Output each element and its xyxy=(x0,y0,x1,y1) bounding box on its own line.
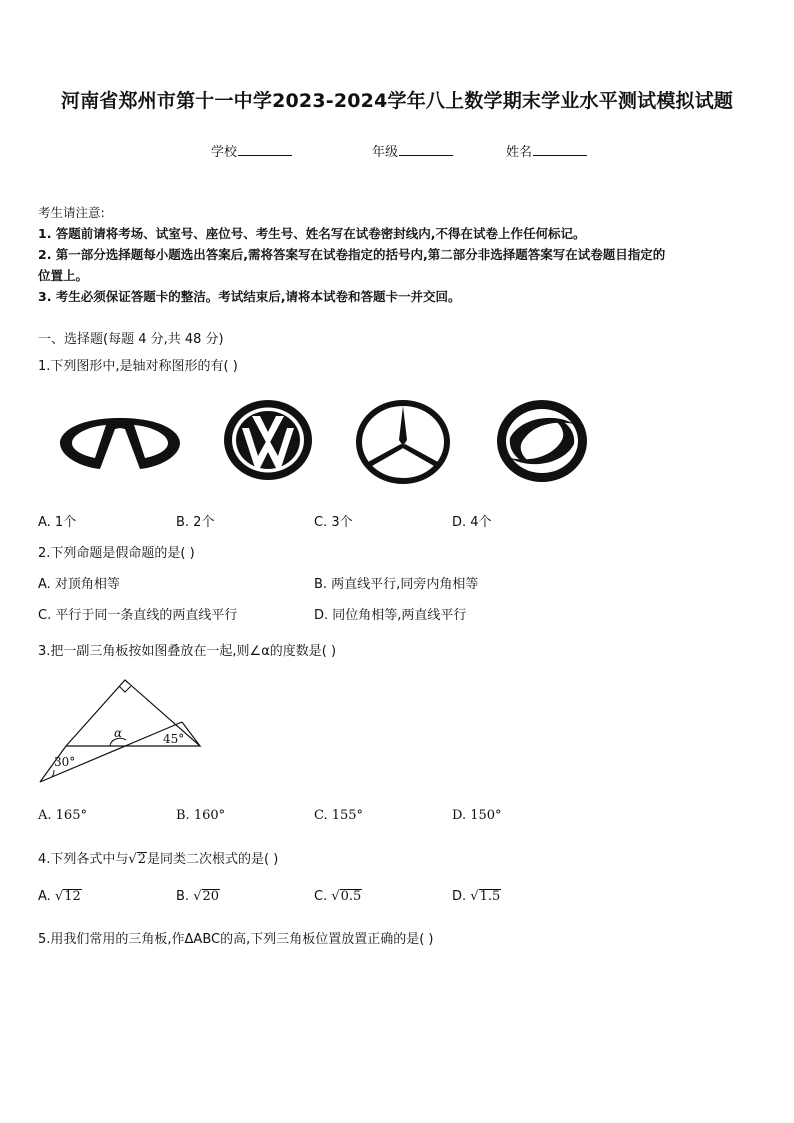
q1-stem: 1.下列图形中,是轴对称图形的有( ) xyxy=(38,359,238,374)
q4-stem-radicand: 2 xyxy=(137,852,146,867)
q4-stem xyxy=(38,848,278,867)
q4-option-d xyxy=(452,889,501,904)
exam-title: 河南省郑州市第十一中学2023-2024学年八上数学期末学业水平测试模拟试题 xyxy=(60,90,734,112)
q3-triangle-figure xyxy=(34,674,206,786)
q2-option-a: A. 对顶角相等 xyxy=(38,577,120,592)
q3-option-d: D. 150° xyxy=(452,808,502,823)
q1-option-b: B. 2个 xyxy=(176,515,215,530)
q1-option-d: D. 4个 xyxy=(452,515,492,530)
q3-option-b: B. 160° xyxy=(176,808,226,823)
q4-option-b-radicand: 20 xyxy=(202,889,220,904)
name-label: 姓名 xyxy=(506,145,533,160)
q3-stem: 3.把一副三角板按如图叠放在一起,则∠α的度数是( ) xyxy=(38,644,337,659)
notice-heading: 考生请注意: xyxy=(38,205,105,220)
q4-option-c-letter: C. xyxy=(314,889,328,904)
q4-sqrt-icon: √ xyxy=(128,852,137,867)
q3-30-label: 30° xyxy=(54,755,76,769)
grade-blank xyxy=(399,143,453,156)
sqrt-icon: √ xyxy=(54,889,64,904)
q4-stem-after: 是同类二次根式的是( ) xyxy=(146,852,279,867)
dongfeng-logo-icon xyxy=(494,398,590,484)
notice-item-3: 3. 考生必须保证答题卡的整洁。考试结束后,请将本试卷和答题卡一并交回。 xyxy=(38,289,461,304)
q4-option-c-radicand: 0.5 xyxy=(340,889,362,904)
q1-option-a: A. 1个 xyxy=(38,515,77,530)
q4-option-a-radicand: 12 xyxy=(64,889,81,904)
q3-alpha-label: α xyxy=(114,726,123,740)
q1-option-c: C. 3个 xyxy=(314,515,353,530)
school-label: 学校 xyxy=(211,145,238,160)
school-field xyxy=(211,141,292,160)
q4-option-d-letter: D. xyxy=(452,889,467,904)
q3-45-label: 45° xyxy=(163,732,185,746)
q4-option-c xyxy=(314,889,362,904)
sqrt-icon: √ xyxy=(331,889,340,904)
q2-option-b: B. 两直线平行,同旁内角相等 xyxy=(314,577,479,592)
q4-stem-before: 4.下列各式中与 xyxy=(38,852,129,867)
notice-item-2-cont: 位置上。 xyxy=(38,268,89,283)
q3-option-a: A. 165° xyxy=(38,808,87,823)
grade-label: 年级 xyxy=(372,145,399,160)
q4-option-b xyxy=(176,889,220,904)
q4-option-b-letter: B. xyxy=(176,889,190,904)
q4-option-a xyxy=(38,889,82,904)
name-field xyxy=(506,141,587,160)
infiniti-logo-icon xyxy=(58,412,182,474)
sqrt-icon: √ xyxy=(193,889,202,904)
q2-option-d: D. 同位角相等,两直线平行 xyxy=(314,608,467,623)
school-blank xyxy=(238,143,292,156)
grade-field xyxy=(372,141,453,160)
notice-item-2: 2. 第一部分选择题每小题选出答案后,需将答案写在试卷指定的括号内,第二部分非选择题答案写在试卷题目指定的 xyxy=(38,247,666,262)
sqrt-icon: √ xyxy=(470,889,479,904)
mercedes-logo-icon xyxy=(356,400,450,484)
volkswagen-logo-icon xyxy=(222,398,314,482)
q3-option-c: C. 155° xyxy=(314,808,364,823)
q5-stem: 5.用我们常用的三角板,作ΔABC的高,下列三角板位置放置正确的是( ) xyxy=(38,932,434,947)
q2-stem: 2.下列命题是假命题的是( ) xyxy=(38,546,195,561)
q4-option-a-letter: A. xyxy=(38,889,51,904)
q4-option-d-radicand: 1.5 xyxy=(479,889,501,904)
notice-item-1: 1. 答题前请将考场、试室号、座位号、考生号、姓名写在试卷密封线内,不得在试卷上作任何标记。 xyxy=(38,226,586,241)
name-blank xyxy=(533,143,587,156)
q2-option-c: C. 平行于同一条直线的两直线平行 xyxy=(38,608,238,623)
section-heading: 一、选择题(每题 4 分,共 48 分) xyxy=(38,332,224,347)
